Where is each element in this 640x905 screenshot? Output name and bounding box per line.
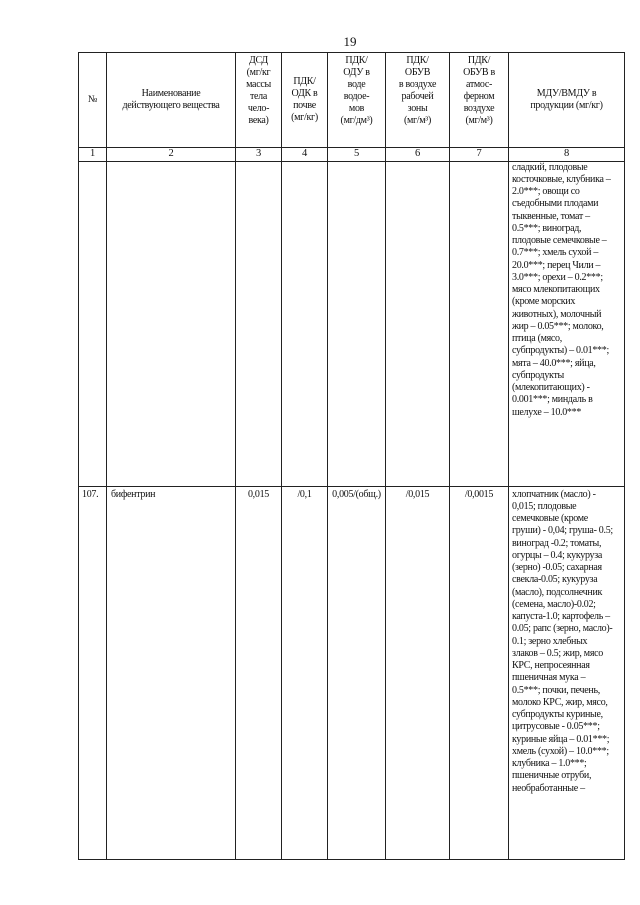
text-line: (масло), подсолнечник: [512, 586, 603, 598]
text-line: 0.05; рапс (зерно, масло)-: [512, 623, 613, 635]
text-line: (мг/м³): [465, 115, 493, 126]
mdu-value: [509, 161, 625, 486]
water-value: [328, 161, 386, 486]
substance-name: бифентрин: [107, 486, 236, 859]
text-line: клубника – 1.0***;: [512, 758, 587, 770]
text-line: пшеничная мука –: [512, 672, 586, 684]
text-line: ферном: [463, 91, 495, 102]
column-number: 3: [236, 148, 282, 162]
text-line: субпродукты: [512, 369, 564, 381]
text-line: (общ.): [355, 488, 381, 500]
text-line: виноград -0.2; томаты,: [512, 537, 602, 549]
header-work-air: [386, 53, 450, 148]
text-line: (семена, масло)-0.02;: [512, 598, 596, 610]
text-line: чело-: [247, 103, 270, 114]
text-line: 0.001***; миндаль в: [512, 394, 593, 406]
text-line: водое-: [343, 91, 370, 102]
text-line: огурцы – 0.4; кукуруза: [512, 549, 603, 561]
text-line: воздухе: [463, 103, 495, 114]
text-line: рабочей: [401, 91, 434, 102]
text-line: (мг/м³): [403, 115, 432, 126]
column-number: 8: [509, 148, 625, 162]
text-line: груши) - 0,04; груша- 0.5;: [512, 525, 613, 537]
text-line: цитрусовые - 0.05***;: [512, 721, 600, 733]
text-line: (мг/кг: [246, 67, 271, 78]
soil-value: /0,1: [282, 486, 328, 859]
text-line: птица (мясо,: [512, 333, 562, 345]
text-line: куриные яйца – 0.01***;: [512, 733, 610, 745]
text-line: плодовые семечковые –: [512, 235, 607, 247]
column-number: 2: [107, 148, 236, 162]
column-number: 6: [386, 148, 450, 162]
text-line: 2.0***; овощи со: [512, 186, 580, 198]
text-line: капуста-1.0; картофель –: [512, 611, 610, 623]
text-line: ПДК/: [467, 55, 491, 66]
column-number: 5: [328, 148, 386, 162]
text-line: тела: [249, 91, 268, 102]
column-number: 7: [450, 148, 509, 162]
text-line: пшеничные отруби,: [512, 770, 592, 782]
text-line: жир – 0.05***; молоко,: [512, 320, 604, 332]
text-line: 0.5***; почки, печень,: [512, 684, 600, 696]
text-line: (млекопитающих) -: [512, 382, 590, 394]
header-number: №: [79, 53, 107, 148]
text-line: зоны: [407, 103, 428, 114]
text-line: необработанные –: [512, 782, 585, 794]
text-line: свекла-0.05; кукуруза: [512, 574, 598, 586]
dsd-value: [236, 161, 282, 486]
text-line: субпродукты куриные,: [512, 709, 603, 721]
row-number: [79, 161, 107, 486]
page-number: 19: [343, 34, 357, 49]
text-line: массы: [246, 79, 271, 90]
text-line: 0.7***; хмель сухой –: [512, 247, 599, 259]
text-line: мясо млекопитающих: [512, 284, 600, 296]
text-line: в воздухе: [398, 79, 437, 90]
mdu-value: [509, 486, 625, 859]
text-line: 0,005/: [332, 488, 356, 500]
text-line: мята – 40.0***; яйца,: [512, 357, 596, 369]
dsd-value: 0,015: [236, 486, 282, 859]
table-row: [79, 161, 625, 486]
text-line: животных), молочный: [512, 308, 602, 320]
text-line: 0.5***; виноград,: [512, 222, 582, 234]
text-line: 3.0***; орехи – 0.2***;: [512, 271, 603, 283]
text-line: атмос-: [465, 79, 493, 90]
text-line: хмель (сухой) – 10.0***;: [512, 745, 609, 757]
pesticide-table: [78, 52, 625, 860]
text-line: ДСД: [249, 55, 268, 66]
header-mdu: МДУ/ВМДУ в продукции (мг/кг): [509, 53, 625, 148]
text-line: шелухе – 10.0***: [512, 406, 582, 418]
text-line: 20.0***; перец Чили –: [512, 259, 601, 271]
text-line: 0,015; плодовые: [512, 500, 577, 512]
text-line: мов: [348, 103, 365, 114]
text-line: косточковые, клубника –: [512, 173, 611, 185]
text-line: почве: [293, 100, 316, 111]
substance-name: [107, 161, 236, 486]
text-line: ПДК/: [406, 55, 429, 66]
header-substance-name: Наименование действующего вещества: [107, 53, 236, 148]
work-air-value: /0,015: [386, 486, 450, 859]
text-line: ОБУВ: [404, 67, 431, 78]
text-line: ПДК/: [345, 55, 368, 66]
text-line: сладкий, плодовые: [512, 161, 588, 173]
atm-air-value: [450, 161, 509, 486]
text-line: ОБУВ в: [463, 67, 495, 78]
header-atm-air: [450, 53, 509, 148]
text-line: хлопчатник (масло) -: [512, 488, 596, 500]
text-line: 0.1; зерно хлебных: [512, 635, 588, 647]
row-number: 107.: [79, 486, 107, 859]
atm-air-value: /0,0015: [450, 486, 509, 859]
column-numbers-row: [79, 148, 625, 162]
text-line: (мг/дм³): [340, 115, 373, 126]
column-number: 4: [282, 148, 328, 162]
text-line: семечковые (кроме: [512, 513, 588, 525]
header-soil: [282, 53, 328, 148]
column-number: 1: [79, 148, 107, 162]
text-line: (зерно) -0.05; сахарная: [512, 562, 602, 574]
text-line: (мг/кг): [291, 112, 318, 123]
text-line: воде: [347, 79, 366, 90]
text-line: молоко КРС, жир, мясо,: [512, 696, 608, 708]
text-line: субпродукты) – 0.01***;: [512, 345, 609, 357]
header-dsd: [236, 53, 282, 148]
text-line: века): [248, 115, 269, 126]
work-air-value: [386, 161, 450, 486]
soil-value: [282, 161, 328, 486]
table-row: [79, 486, 625, 859]
water-value: [328, 486, 386, 859]
text-line: ОДУ в: [343, 67, 370, 78]
text-line: КРС, непросеянная: [512, 660, 590, 672]
text-line: тыквенные, томат –: [512, 210, 590, 222]
text-line: ПДК/: [293, 76, 316, 87]
text-line: (кроме морских: [512, 296, 576, 308]
header-water: [328, 53, 386, 148]
text-line: съедобными плодами: [512, 198, 599, 210]
text-line: ОДК в: [291, 88, 318, 99]
header-row: [79, 53, 625, 148]
text-line: злаков – 0.5; жир, мясо: [512, 647, 603, 659]
